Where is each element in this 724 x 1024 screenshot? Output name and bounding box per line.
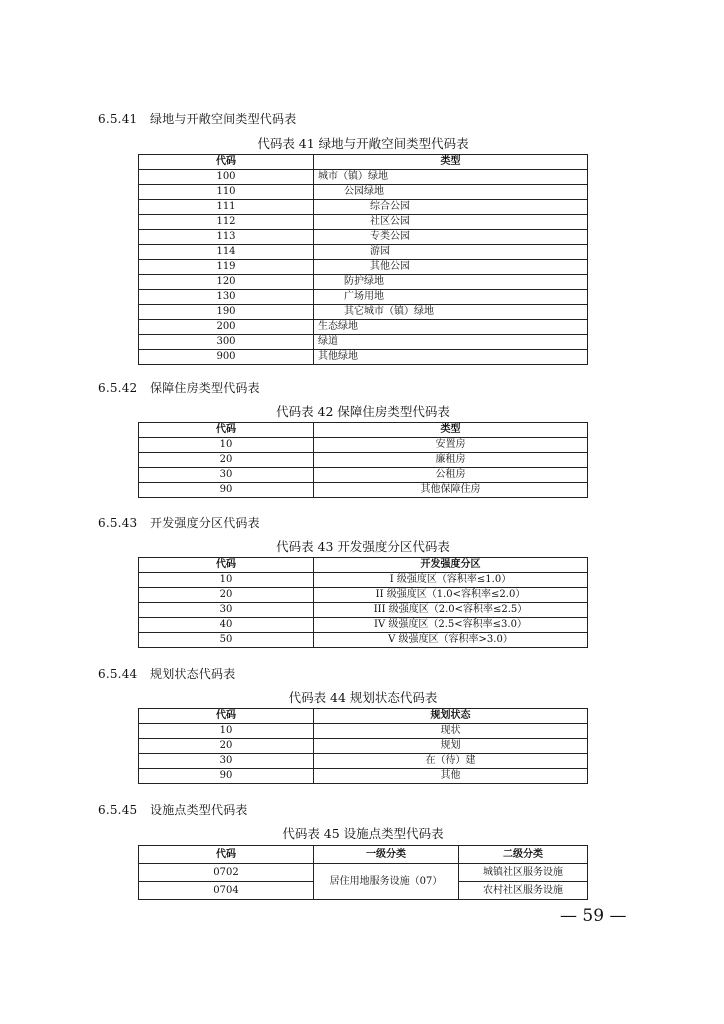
cell-type: 综合公园 bbox=[314, 200, 588, 215]
cell-type: 专类公园 bbox=[314, 230, 588, 245]
table-row bbox=[139, 245, 588, 260]
table-row bbox=[139, 215, 588, 230]
section-heading-42 bbox=[98, 379, 260, 396]
cell-code: 10 bbox=[139, 573, 314, 588]
code-table-43 bbox=[138, 557, 588, 648]
cell-level1: 居住用地服务设施（07） bbox=[314, 864, 459, 900]
cell-status: 现状 bbox=[314, 724, 588, 739]
section-title: 保障住房类型代码表 bbox=[150, 381, 260, 395]
table-header-row bbox=[139, 423, 588, 438]
header-zone: 开发强度分区 bbox=[314, 558, 588, 573]
header-type: 类型 bbox=[314, 155, 588, 170]
cell-zone: IV 级强度区（2.5<容积率≤3.0） bbox=[314, 618, 588, 633]
cell-code: 20 bbox=[139, 588, 314, 603]
cell-code: 200 bbox=[139, 320, 314, 335]
table-row bbox=[139, 633, 588, 648]
cell-code: 190 bbox=[139, 305, 314, 320]
cell-type: 绿道 bbox=[314, 335, 588, 350]
cell-type: 社区公园 bbox=[314, 215, 588, 230]
cell-zone: V 级强度区（容积率>3.0） bbox=[314, 633, 588, 648]
cell-level2: 城镇社区服务设施 bbox=[459, 864, 588, 882]
section-heading-45 bbox=[98, 801, 248, 818]
cell-code: 10 bbox=[139, 724, 314, 739]
cell-code: 110 bbox=[139, 185, 314, 200]
code-table-44 bbox=[138, 708, 588, 784]
cell-code: 30 bbox=[139, 468, 314, 483]
page-number: — 59 — bbox=[560, 906, 627, 926]
table-row bbox=[139, 453, 588, 468]
header-code: 代码 bbox=[139, 423, 314, 438]
table-caption-45: 代码表 45 设施点类型代码表 bbox=[282, 826, 444, 841]
table-row bbox=[139, 864, 588, 882]
section-title: 开发强度分区代码表 bbox=[150, 516, 260, 530]
cell-type: 其他绿地 bbox=[314, 350, 588, 365]
table-row bbox=[139, 230, 588, 245]
table-row bbox=[139, 573, 588, 588]
header-code: 代码 bbox=[139, 709, 314, 724]
table-row bbox=[139, 724, 588, 739]
section-title: 设施点类型代码表 bbox=[150, 803, 248, 817]
section-title: 规划状态代码表 bbox=[150, 667, 236, 681]
table-row bbox=[139, 200, 588, 215]
cell-type: 安置房 bbox=[314, 438, 588, 453]
cell-code: 50 bbox=[139, 633, 314, 648]
table-row bbox=[139, 483, 588, 498]
table-row bbox=[139, 769, 588, 784]
cell-type: 其他保障住房 bbox=[314, 483, 588, 498]
section-number: 6.5.42 bbox=[98, 381, 138, 395]
section-number: 6.5.41 bbox=[98, 112, 138, 126]
table-row bbox=[139, 305, 588, 320]
table-header-row bbox=[139, 846, 588, 864]
section-title: 绿地与开敞空间类型代码表 bbox=[150, 112, 297, 126]
cell-code: 0702 bbox=[139, 864, 314, 882]
cell-code: 113 bbox=[139, 230, 314, 245]
section-number: 6.5.43 bbox=[98, 516, 138, 530]
table-row bbox=[139, 335, 588, 350]
header-level2: 二级分类 bbox=[459, 846, 588, 864]
cell-code: 100 bbox=[139, 170, 314, 185]
table-row bbox=[139, 290, 588, 305]
code-table-45 bbox=[138, 845, 588, 900]
cell-type: 广场用地 bbox=[314, 290, 588, 305]
table-row bbox=[139, 438, 588, 453]
table-caption-43: 代码表 43 开发强度分区代码表 bbox=[276, 539, 450, 554]
table-row bbox=[139, 739, 588, 754]
table-row bbox=[139, 468, 588, 483]
table-header-row bbox=[139, 155, 588, 170]
cell-code: 20 bbox=[139, 739, 314, 754]
cell-code: 10 bbox=[139, 438, 314, 453]
header-type: 类型 bbox=[314, 423, 588, 438]
cell-code: 90 bbox=[139, 483, 314, 498]
cell-type: 游园 bbox=[314, 245, 588, 260]
cell-status: 规划 bbox=[314, 739, 588, 754]
cell-code: 112 bbox=[139, 215, 314, 230]
cell-code: 20 bbox=[139, 453, 314, 468]
header-code: 代码 bbox=[139, 846, 314, 864]
table-caption-41: 代码表 41 绿地与开敞空间类型代码表 bbox=[257, 136, 469, 151]
cell-type: 廉租房 bbox=[314, 453, 588, 468]
table-header-row bbox=[139, 709, 588, 724]
cell-type: 城市（镇）绿地 bbox=[314, 170, 588, 185]
table-row bbox=[139, 260, 588, 275]
cell-type: 公租房 bbox=[314, 468, 588, 483]
header-level1: 一级分类 bbox=[314, 846, 459, 864]
cell-status: 其他 bbox=[314, 769, 588, 784]
cell-zone: I 级强度区（容积率≤1.0） bbox=[314, 573, 588, 588]
code-table-41 bbox=[138, 154, 588, 365]
cell-code: 300 bbox=[139, 335, 314, 350]
cell-code: 40 bbox=[139, 618, 314, 633]
cell-code: 119 bbox=[139, 260, 314, 275]
table-row bbox=[139, 618, 588, 633]
section-heading-41 bbox=[98, 110, 296, 127]
cell-type: 生态绿地 bbox=[314, 320, 588, 335]
cell-level2: 农村社区服务设施 bbox=[459, 882, 588, 900]
cell-status: 在（待）建 bbox=[314, 754, 588, 769]
table-caption-42: 代码表 42 保障住房类型代码表 bbox=[276, 404, 450, 419]
section-number: 6.5.45 bbox=[98, 803, 138, 817]
table-row bbox=[139, 350, 588, 365]
section-number: 6.5.44 bbox=[98, 667, 138, 681]
table-header-row bbox=[139, 558, 588, 573]
table-row bbox=[139, 170, 588, 185]
cell-type: 其他公园 bbox=[314, 260, 588, 275]
table-row bbox=[139, 603, 588, 618]
cell-code: 111 bbox=[139, 200, 314, 215]
cell-zone: II 级强度区（1.0<容积率≤2.0） bbox=[314, 588, 588, 603]
table-row bbox=[139, 275, 588, 290]
table-row bbox=[139, 320, 588, 335]
table-row bbox=[139, 185, 588, 200]
table-row bbox=[139, 754, 588, 769]
cell-code: 114 bbox=[139, 245, 314, 260]
cell-code: 120 bbox=[139, 275, 314, 290]
cell-zone: III 级强度区（2.0<容积率≤2.5） bbox=[314, 603, 588, 618]
header-code: 代码 bbox=[139, 558, 314, 573]
header-code: 代码 bbox=[139, 155, 314, 170]
cell-code: 30 bbox=[139, 754, 314, 769]
section-heading-43 bbox=[98, 514, 260, 531]
header-status: 规划状态 bbox=[314, 709, 588, 724]
table-row bbox=[139, 588, 588, 603]
cell-type: 其它城市（镇）绿地 bbox=[314, 305, 588, 320]
cell-code: 0704 bbox=[139, 882, 314, 900]
cell-code: 900 bbox=[139, 350, 314, 365]
table-caption-44: 代码表 44 规划状态代码表 bbox=[288, 690, 438, 705]
section-heading-44 bbox=[98, 665, 235, 682]
cell-type: 公园绿地 bbox=[314, 185, 588, 200]
cell-code: 30 bbox=[139, 603, 314, 618]
code-table-42 bbox=[138, 422, 588, 498]
cell-code: 130 bbox=[139, 290, 314, 305]
cell-type: 防护绿地 bbox=[314, 275, 588, 290]
cell-code: 90 bbox=[139, 769, 314, 784]
